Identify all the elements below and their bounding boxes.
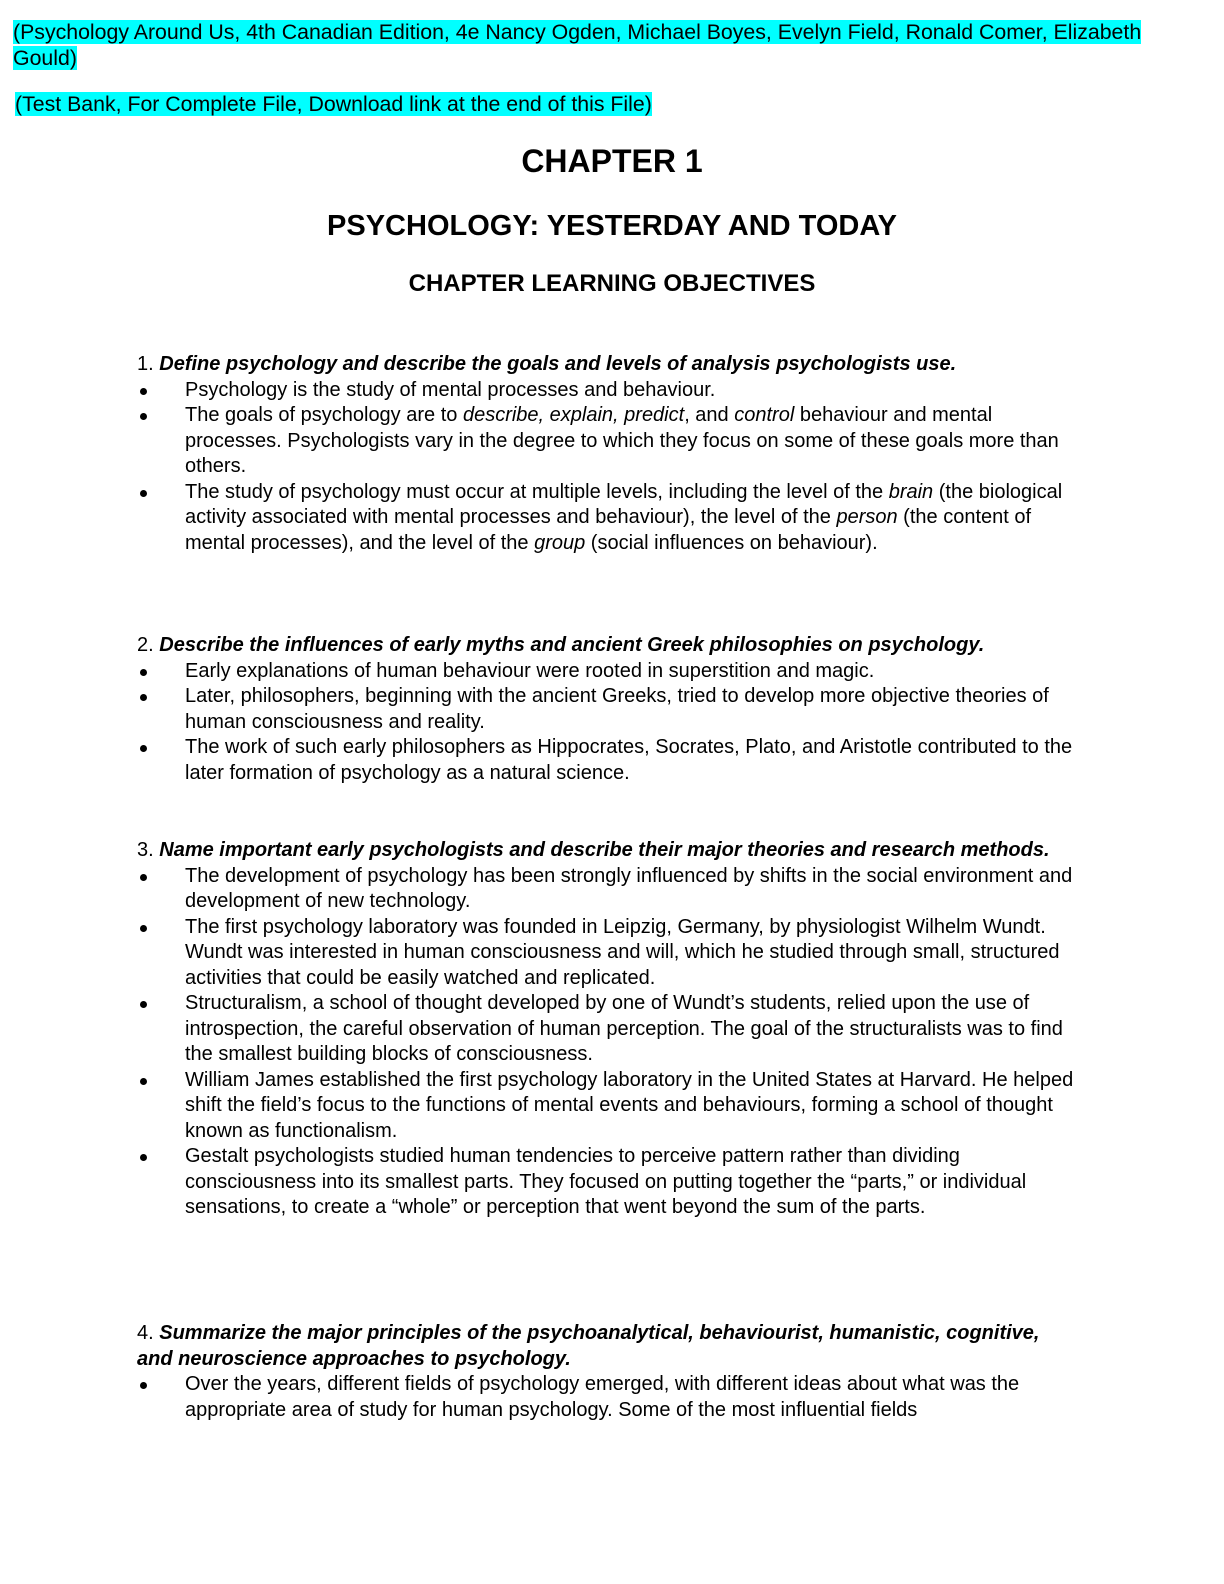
- objective-heading-text: Describe the influences of early myths and ancient Greek philosophies on psychology.: [159, 634, 985, 656]
- bullet-icon: [140, 1001, 147, 1008]
- bullet-text: Early explanations of human behaviour were rooted in superstition and magic.: [185, 659, 875, 682]
- section-heading: CHAPTER LEARNING OBJECTIVES: [408, 270, 816, 297]
- bullet-text: Gestalt psychologists studied human tendencies to perceive pattern rather than dividing consciousness into its smallest parts. They focused on putting together the “parts,” or individual sensations, to create a “whole” or perception that went beyond the sum of the parts.: [185, 1145, 1027, 1218]
- bullet-item: [137, 378, 1077, 404]
- objective-number: 3.: [137, 839, 154, 861]
- bullet-text: The development of psychology has been strongly influenced by shifts in the social environment and development of new technology.: [185, 864, 1073, 912]
- bullet-text: (the content of mental processes), and the level of the: [185, 506, 1032, 554]
- objective-heading-text: Name important early psychologists and describe their major theories and research methods.: [159, 839, 1050, 861]
- bullet-item: [137, 915, 1077, 992]
- chapter-label: CHAPTER 1: [521, 143, 703, 179]
- download-notice-text: (Test Bank, For Complete File, Download link at the end of this File): [15, 92, 652, 116]
- bullet-item: [137, 1372, 1077, 1423]
- bullet-item: [137, 1144, 1077, 1221]
- objective-heading: [137, 633, 1077, 659]
- objective-number: 1.: [137, 353, 154, 375]
- objective-1: [137, 352, 1077, 556]
- objective-heading: [137, 1321, 1077, 1372]
- bullet-icon: [140, 694, 147, 701]
- bullet-text: behaviour and mental processes. Psychologists vary in the degree to which they focus on some of these goals more than others.: [185, 404, 1059, 477]
- bullet-item: [137, 735, 1077, 786]
- bullet-text: (social influences on behaviour).: [585, 531, 878, 554]
- book-citation-header: [13, 19, 1203, 71]
- bullet-icon: [140, 1078, 147, 1085]
- objective-3: [137, 838, 1077, 1221]
- bullet-item: [137, 403, 1077, 480]
- italic-term: brain: [888, 480, 934, 503]
- italic-term: control: [734, 404, 795, 426]
- bullet-text: William James established the first psychology laboratory in the United States at Harvard. He helped shift the field’s focus to the functions of mental events and behaviours, forming a school of thought known as functionalism.: [185, 1068, 1074, 1142]
- objective-2: [137, 633, 1077, 786]
- bullet-icon: [140, 1382, 147, 1389]
- bullet-icon: [140, 413, 147, 420]
- bullet-text: Structuralism, a school of thought developed by one of Wundt’s students, relied upon the use of introspection, the careful observation of human perception. The goal of the structuralists was to find the smallest building blocks of consciousness.: [185, 992, 1063, 1065]
- bullet-icon: [140, 669, 147, 676]
- bullet-text: The goals of psychology are to: [185, 404, 463, 426]
- italic-term: describe, explain, predict: [462, 404, 685, 426]
- bullet-item: [137, 991, 1077, 1068]
- bullet-text: , and: [684, 404, 735, 426]
- bullet-icon: [140, 874, 147, 881]
- bullet-text: The study of psychology must occur at multiple levels, including the level of the: [185, 480, 889, 503]
- objective-bullet-list: [137, 864, 1077, 1221]
- objective-number: 4.: [137, 1322, 154, 1344]
- bullet-text: Psychology is the study of mental processes and behaviour.: [185, 378, 716, 401]
- bullet-item: [137, 659, 1077, 685]
- chapter-title: PSYCHOLOGY: YESTERDAY AND TODAY: [327, 210, 897, 242]
- bullet-text: (the biological activity associated with mental processes and behaviour), the level of the: [185, 480, 1063, 528]
- italic-term: group: [534, 531, 586, 554]
- bullet-item: [137, 480, 1077, 557]
- objective-heading-text: Define psychology and describe the goals and levels of analysis psychologists use.: [159, 353, 957, 375]
- italic-term: person: [836, 506, 898, 528]
- book-citation-text: (Psychology Around Us, 4th Canadian Edition, 4e Nancy Ogden, Michael Boyes, Evelyn Field, Ronald Comer, Elizabeth Gould): [13, 20, 1142, 70]
- objective-bullet-list: [137, 1372, 1077, 1423]
- bullet-item: [137, 1068, 1077, 1145]
- bullet-icon: [140, 388, 147, 395]
- download-notice-header: [15, 91, 652, 117]
- objective-bullet-list: [137, 659, 1077, 787]
- bullet-item: [137, 864, 1077, 915]
- bullet-text: Later, philosophers, beginning with the ancient Greeks, tried to develop more objective theories of human consciousness and reality.: [185, 685, 1049, 733]
- objective-heading: [137, 352, 1077, 378]
- objective-heading-text: Summarize the major principles of the psychoanalytical, behaviourist, humanistic, cognitive, and neuroscience approaches to psychology.: [137, 1322, 1040, 1370]
- objective-bullet-list: [137, 378, 1077, 557]
- objective-4: [137, 1321, 1077, 1423]
- bullet-item: [137, 684, 1077, 735]
- bullet-icon: [140, 490, 147, 497]
- objective-heading: [137, 838, 1077, 864]
- bullet-icon: [140, 745, 147, 752]
- bullet-icon: [140, 1154, 147, 1161]
- bullet-text: Over the years, different fields of psychology emerged, with different ideas about what was the appropriate area of study for human psychology. Some of the most influential fields: [185, 1373, 1020, 1421]
- bullet-text: The work of such early philosophers as Hippocrates, Socrates, Plato, and Aristotle contributed to the later formation of psychology as a natural science.: [185, 736, 1073, 784]
- objective-number: 2.: [137, 634, 154, 656]
- bullet-text: The first psychology laboratory was founded in Leipzig, Germany, by physiologist Wilhelm Wundt. Wundt was interested in human consciousness and will, which he studied through small, structured activities that could be easily watched and replicated.: [185, 915, 1060, 989]
- bullet-icon: [140, 925, 147, 932]
